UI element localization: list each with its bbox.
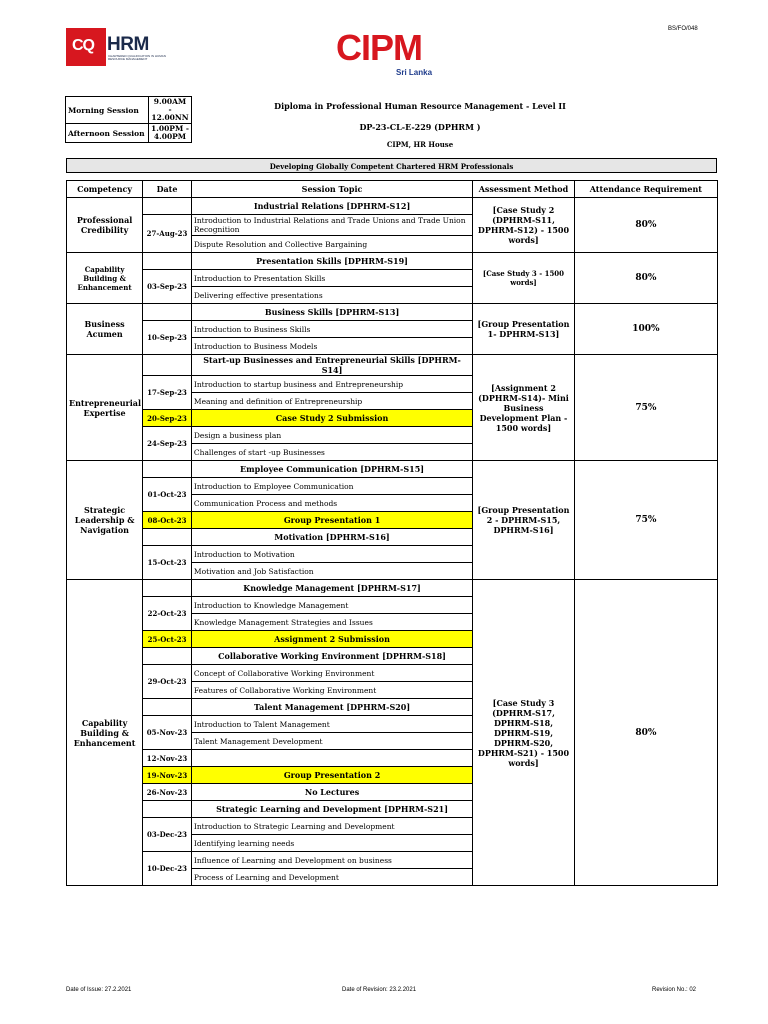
session-subtopic	[191, 750, 472, 767]
date-cell: 27-Aug-23	[143, 215, 192, 253]
date-cell	[143, 699, 192, 716]
date-cell	[143, 529, 192, 546]
session-subtopic: Introduction to Talent Management	[191, 716, 472, 733]
date-cell: 03-Sep-23	[143, 270, 192, 304]
column-header: Session Topic	[191, 181, 472, 198]
assessment-cell: [Case Study 2 (DPHRM-S11, DPHRM-S12) - 1500 words]	[473, 198, 575, 253]
session-subtopic: Knowledge Management Strategies and Issues	[191, 614, 472, 631]
competency-cell: Strategic Leadership & Navigation	[67, 461, 143, 580]
banner: Developing Globally Competent Chartered HRM Professionals	[66, 158, 717, 173]
session-subtopic: Introduction to Business Skills	[191, 321, 472, 338]
attendance-cell: 75%	[574, 461, 717, 580]
date-cell: 15-Oct-23	[143, 546, 192, 580]
session-subtopic: Introduction to Strategic Learning and Development	[191, 818, 472, 835]
date-cell: 25-Oct-23	[143, 631, 192, 648]
competency-cell: Entrepreneurial Expertise	[67, 355, 143, 461]
date-cell: 08-Oct-23	[143, 512, 192, 529]
date-cell: 17-Sep-23	[143, 376, 192, 410]
session-times	[65, 96, 192, 143]
date-cell: 19-Nov-23	[143, 767, 192, 784]
session-subtopic: Challenges of start -up Businesses	[191, 444, 472, 461]
cipm-name: CIPM	[336, 27, 422, 68]
date-cell: 22-Oct-23	[143, 597, 192, 631]
session-subtopic: Motivation and Job Satisfaction	[191, 563, 472, 580]
session-topic-heading: Industrial Relations [DPHRM-S12]	[191, 198, 472, 215]
session-subtopic: Features of Collaborative Working Environment	[191, 682, 472, 699]
date-cell	[143, 253, 192, 270]
session-subtopic: Introduction to Motivation	[191, 546, 472, 563]
cqhrm-logo	[66, 28, 168, 68]
table-row	[67, 304, 718, 321]
no-lectures-label: No Lectures	[191, 784, 472, 801]
programme-code: DP-23-CL-E-229 (DPHRM )	[359, 122, 481, 132]
session-topic-heading: Strategic Learning and Development [DPHRM-S21]	[191, 801, 472, 818]
date-of-revision: Date of Revision: 23.2.2021	[342, 987, 417, 993]
session-subtopic: Introduction to Knowledge Management	[191, 597, 472, 614]
attendance-cell: 100%	[574, 304, 717, 355]
session-subtopic: Introduction to Industrial Relations and Trade Unions and Trade Union Recognition	[191, 215, 472, 236]
date-cell: 29-Oct-23	[143, 665, 192, 699]
session-topic-heading: Presentation Skills [DPHRM-S19]	[191, 253, 472, 270]
session-topic-heading: Start-up Businesses and Entrepreneurial Skills [DPHRM-S14]	[191, 355, 472, 376]
date-cell	[143, 801, 192, 818]
competency-cell: Professional Credibility	[67, 198, 143, 253]
cipm-subtitle: Sri Lanka	[396, 68, 433, 77]
competency-cell: Capability Building & Enhancement	[67, 580, 143, 886]
submission-highlight: Assignment 2 Submission	[191, 631, 472, 648]
session-topic-heading: Employee Communication [DPHRM-S15]	[191, 461, 472, 478]
session-subtopic: Talent Management Development	[191, 733, 472, 750]
competency-cell: Business Acumen	[67, 304, 143, 355]
table-row	[67, 253, 718, 270]
session-label: Afternoon Session	[66, 124, 149, 143]
assessment-cell: [Case Study 3 - 1500 words]	[473, 253, 575, 304]
programme-title: Diploma in Professional Human Resource Management - Level II	[274, 101, 566, 111]
submission-highlight: Case Study 2 Submission	[191, 410, 472, 427]
date-cell	[143, 198, 192, 215]
revision-number: Revision No.: 02	[652, 987, 697, 993]
session-subtopic: Introduction to Employee Communication	[191, 478, 472, 495]
date-cell: 03-Dec-23	[143, 818, 192, 852]
date-cell: 01-Oct-23	[143, 478, 192, 512]
assessment-cell: [Group Presentation 2 - DPHRM-S15, DPHRM-S16]	[473, 461, 575, 580]
date-cell: 20-Sep-23	[143, 410, 192, 427]
table-row	[67, 355, 718, 376]
date-cell: 10-Dec-23	[143, 852, 192, 886]
session-subtopic: Identifying learning needs	[191, 835, 472, 852]
cq-name: HRM	[107, 34, 149, 55]
session-subtopic: Introduction to Presentation Skills	[191, 270, 472, 287]
date-cell: 12-Nov-23	[143, 750, 192, 767]
table-row	[67, 461, 718, 478]
column-header: Assessment Method	[473, 181, 575, 198]
session-subtopic: Introduction to startup business and Entrepreneurship	[191, 376, 472, 393]
cq-subtitle: CHARTERED QUALIFICATION IN HUMAN RESOURCE MANAGEMENT	[108, 54, 166, 62]
session-subtopic: Communication Process and methods	[191, 495, 472, 512]
attendance-cell: 80%	[574, 580, 717, 886]
session-subtopic: Dispute Resolution and Collective Bargaining	[191, 236, 472, 253]
column-header: Attendance Requirement	[574, 181, 717, 198]
session-topic-heading: Talent Management [DPHRM-S20]	[191, 699, 472, 716]
date-cell: 24-Sep-23	[143, 427, 192, 461]
cipm-logo	[336, 28, 436, 78]
session-subtopic: Design a business plan	[191, 427, 472, 444]
session-topic-heading: Knowledge Management [DPHRM-S17]	[191, 580, 472, 597]
header-row	[67, 181, 718, 198]
column-header: Competency	[67, 181, 143, 198]
date-cell: 10-Sep-23	[143, 321, 192, 355]
programme-venue: CIPM, HR House	[386, 140, 454, 149]
session-subtopic: Process of Learning and Development	[191, 869, 472, 886]
session-label: Morning Session	[66, 97, 149, 124]
submission-highlight: Group Presentation 2	[191, 767, 472, 784]
date-cell	[143, 648, 192, 665]
attendance-cell: 75%	[574, 355, 717, 461]
document-reference: BS/FO/048	[668, 26, 698, 32]
date-cell	[143, 580, 192, 597]
session-subtopic: Introduction to Business Models	[191, 338, 472, 355]
table-row	[67, 580, 718, 597]
competency-cell: Capability Building & Enhancement	[67, 253, 143, 304]
attendance-cell: 80%	[574, 253, 717, 304]
date-cell	[143, 461, 192, 478]
session-topic-heading: Collaborative Working Environment [DPHRM-S18]	[191, 648, 472, 665]
assessment-cell: [Assignment 2 (DPHRM-S14)- Mini Business Development Plan - 1500 words]	[473, 355, 575, 461]
table-row	[67, 198, 718, 215]
date-cell: 26-Nov-23	[143, 784, 192, 801]
date-of-issue: Date of Issue: 27.2.2021	[66, 987, 132, 993]
attendance-cell: 80%	[574, 198, 717, 253]
assessment-cell: [Group Presentation 1- DPHRM-S13]	[473, 304, 575, 355]
session-subtopic: Meaning and definition of Entrepreneurship	[191, 393, 472, 410]
session-time: 9.00AM - 12.00NN	[149, 97, 192, 124]
cq-mark: CQ	[66, 28, 106, 66]
submission-highlight: Group Presentation 1	[191, 512, 472, 529]
session-time: 1.00PM - 4.00PM	[149, 124, 192, 143]
schedule-table	[66, 180, 718, 886]
session-subtopic: Delivering effective presentations	[191, 287, 472, 304]
session-topic-heading: Business Skills [DPHRM-S13]	[191, 304, 472, 321]
session-subtopic: Influence of Learning and Development on business	[191, 852, 472, 869]
column-header: Date	[143, 181, 192, 198]
date-cell	[143, 355, 192, 376]
date-cell	[143, 304, 192, 321]
cipm-dot-icon	[418, 28, 430, 40]
date-cell: 05-Nov-23	[143, 716, 192, 750]
assessment-cell: [Case Study 3 (DPHRM-S17, DPHRM-S18, DPHRM-S19, DPHRM-S20, DPHRM-S21) - 1500 words]	[473, 580, 575, 886]
session-subtopic: Concept of Collaborative Working Environment	[191, 665, 472, 682]
schedule-body	[67, 198, 718, 886]
session-topic-heading: Motivation [DPHRM-S16]	[191, 529, 472, 546]
